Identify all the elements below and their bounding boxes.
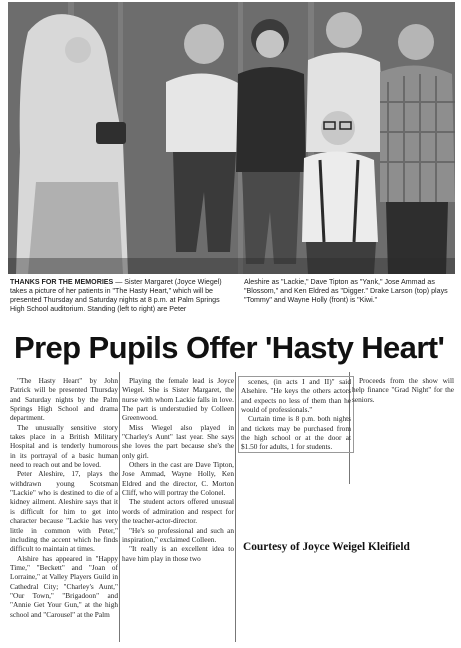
caption-right-text: Aleshire as "Lackie," Dave Tipton as "Yank," Jose Ammad as "Blossom," and Ken Eldred as "Digger." Drake Larson (top) plays "Tommy" and Wayne Holly (front) is "Kiwi." (244, 278, 448, 304)
paragraph: The student actors offered unusual words of admiration and respect for the teacher-actor-director. (122, 497, 234, 526)
cast-photo (8, 2, 455, 274)
paragraph: The unusually sensitive story takes place in a British Military Hospital and is tenderly humorous in its portrayal of a basic human need to reach out and be loved. (10, 422, 118, 470)
paragraph: "It really is an excellent idea to have him play in those two (122, 544, 234, 563)
photo-caption (10, 278, 455, 320)
article-column-2 (122, 376, 234, 563)
article-column-1 (10, 376, 118, 619)
caption-left-text: — Sister Margaret (Joyce Wiegel) takes a picture of her patients in "The Hasty Heart," which will be presented Thursday and Saturday nights at 8 p.m. at Palm Springs High School auditorium. Standing (left to right) are Peter (10, 278, 222, 313)
cast-photo-illustration (8, 2, 455, 274)
article-column-3 (238, 376, 354, 453)
article-column-4 (352, 376, 454, 404)
paragraph: "The Hasty Heart" by John Patrick will be presented Thursday and Saturday nights by the Palm Springs High School and drama department. (10, 376, 118, 423)
paragraph: "He's so professional and such an inspiration," exclaimed Colleen. (122, 525, 234, 544)
paragraph: Alshire has appeared in "Happy Time," "Beckett" and "Joan of Lorraine," at Valley Players Guild in Cathedral City; "Charley's Aunt," "Our Town," "Brigadoon" and "Annie Get Your Gun," at the high school and "Carousel" at the Palm (10, 553, 118, 619)
paragraph: scenes, (in acts I and II)" said Alsehire. "He keys the others actors and expects no less of them than he would of professionals." (241, 377, 351, 415)
paragraph: Peter Aleshire, 17, plays the withdrawn young Scotsman "Lackie" who is destined to die of a kidney ailment. Aleshire says that it is difficult for him to get into character because "Lackie has very little in common with Peter," including the accent which he finds difficult to maintain at times. (10, 469, 118, 554)
paragraph: Playing the female lead is Joyce Wiegel. She is Sister Margaret, the nurse with whom Lackie falls in love. The part is understudied by Colleen Greenwood. (122, 376, 234, 423)
caption-left (10, 278, 228, 314)
paragraph: Miss Wiegel also played in "Charley's Aunt" last year. She says she loves the part because she's the only girl. (122, 422, 234, 460)
paragraph: Others in the cast are Dave Tipton, Jose Ammad, Wayne Holly, Ken Eldred and the director, C. Morton Cliff, who will portray the Colonel. (122, 460, 234, 498)
paragraph: Curtain time is 8 p.m. both nights and tickets may be purchased from the high school or at the door at $1.50 for adults, 1 for students. (241, 414, 351, 452)
photo-credit: Courtesy of Joyce Weigel Kleifield (243, 541, 410, 553)
headline: Prep Pupils Offer 'Hasty Heart' (14, 330, 445, 365)
column-rule (119, 372, 120, 642)
paragraph: Proceeds from the show will help finance "Grad Night" for the seniors. (352, 376, 454, 404)
caption-lead: THANKS FOR THE MEMORIES (10, 278, 114, 286)
column-rule (235, 372, 236, 642)
